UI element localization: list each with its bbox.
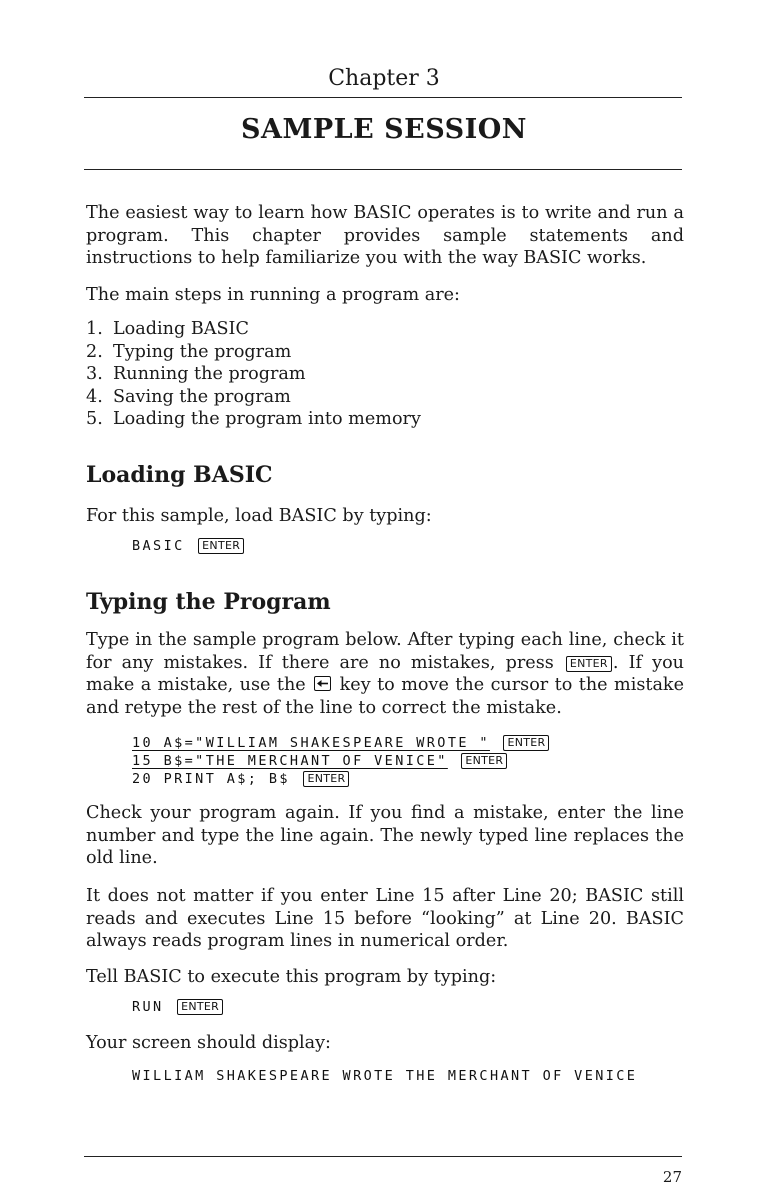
run-command: RUN ENTER — [132, 999, 223, 1015]
enter-key-icon: ENTER — [303, 771, 349, 787]
enter-key-icon: ENTER — [461, 753, 507, 769]
typing-program-heading: Typing the Program — [86, 589, 331, 615]
loading-basic-heading: Loading BASIC — [86, 462, 273, 488]
code-line-15: 15 B$="THE MERCHANT OF VENICE" ENTER — [132, 753, 507, 769]
list-item: 3. Running the program — [86, 364, 306, 384]
code-line-20: 20 PRINT A$; B$ ENTER — [132, 771, 349, 787]
title-rule — [84, 169, 682, 170]
steps-intro: The main steps in running a program are: — [86, 285, 460, 305]
basic-command: BASIC ENTER — [132, 538, 244, 554]
chapter-label: Chapter 3 — [328, 66, 440, 91]
execute-instructions: Tell BASIC to execute this program by typing: — [86, 967, 497, 987]
line-order-paragraph: It does not matter if you enter Line 15 after Line 20; BASIC still reads and executes Line 15 before “looking” at Line 20. BASIC always reads program lines in numerical order. — [86, 886, 684, 951]
program-output: WILLIAM SHAKESPEARE WROTE THE MERCHANT OF VENICE — [132, 1068, 638, 1084]
header-rule — [84, 97, 682, 98]
display-intro: Your screen should display: — [86, 1033, 331, 1053]
list-item: 4. Saving the program — [86, 386, 291, 407]
page-number: 27 — [662, 1168, 682, 1186]
enter-key-icon: ENTER — [503, 735, 549, 751]
page-title: SAMPLE SESSION — [241, 114, 527, 145]
footer-rule — [84, 1156, 682, 1157]
list-item: 2. Typing the program — [86, 341, 292, 362]
enter-key-icon: ENTER — [177, 999, 223, 1015]
typing-instructions: Type in the sample program below. After typing each line, check it for any mistakes. If there are no mistakes, press ENTER . If you make a mistake, use the key to move the cursor to the mistake and retype the rest of the line to correct the mistake. — [86, 630, 685, 718]
loading-instructions: For this sample, load BASIC by typing: — [86, 506, 432, 526]
check-paragraph: Check your program again. If you find a mistake, enter the line number and type the line again. The newly typed line replaces the old line. — [86, 803, 684, 868]
intro-paragraph: The easiest way to learn how BASIC operates is to write and run a program. This chapter provides sample statements and instructions to help familiarize you with the way BASIC works. — [86, 203, 684, 268]
list-item: 1. Loading BASIC — [86, 319, 249, 339]
enter-key-icon: ENTER — [198, 538, 244, 554]
steps-list — [86, 318, 421, 431]
list-item: 5. Loading the program into memory — [86, 409, 421, 429]
code-line-10: 10 A$="WILLIAM SHAKESPEARE WROTE " ENTER — [132, 735, 549, 751]
left-arrow-key-icon — [314, 676, 331, 691]
enter-key-icon: ENTER — [566, 656, 612, 672]
